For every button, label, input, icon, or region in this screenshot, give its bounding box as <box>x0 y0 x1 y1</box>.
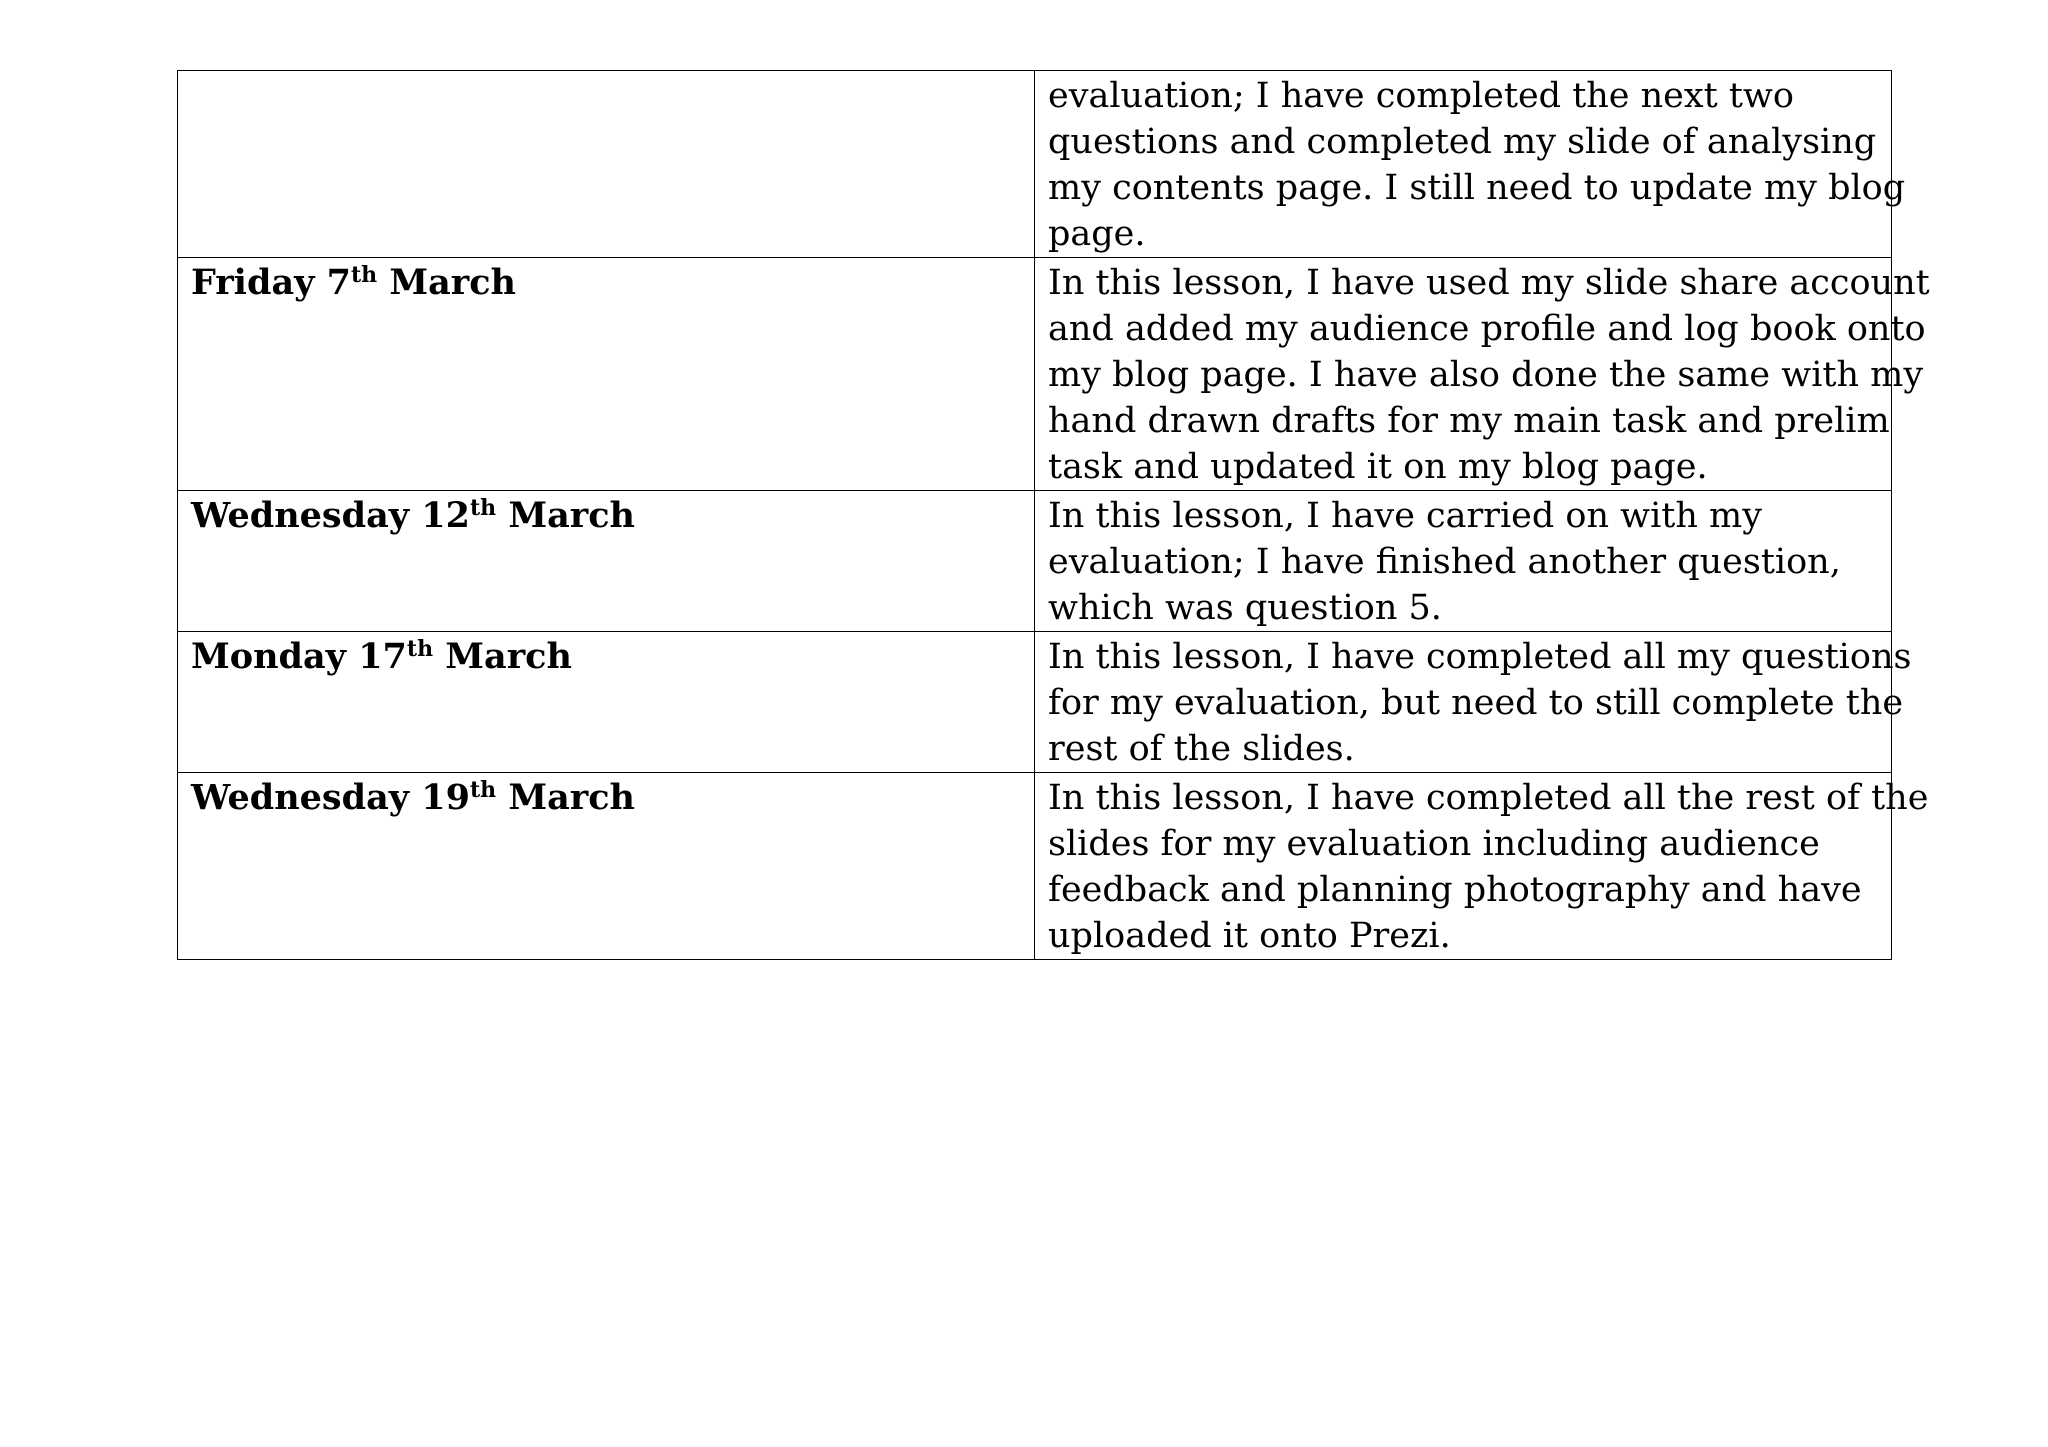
date-cell <box>178 491 1035 632</box>
description-cell <box>1035 71 1906 258</box>
description-cell <box>1035 773 1929 960</box>
description-line: for my evaluation, but need to still complete the <box>1048 683 1904 723</box>
description-line: In this lesson, I have used my slide share account <box>1048 263 1930 303</box>
lesson-log-table <box>177 70 1930 960</box>
date-cell <box>178 258 1035 491</box>
description-line: In this lesson, I have carried on with my <box>1048 496 1762 536</box>
description-cell <box>1035 491 1892 632</box>
date-day: Monday 17 <box>191 636 407 677</box>
description-line: my contents page. I still need to update my blog <box>1048 168 1906 208</box>
table-row <box>178 632 1892 773</box>
date-ordinal: th <box>470 777 497 803</box>
date-month: March <box>496 495 635 536</box>
description-line: slides for my evaluation including audience <box>1048 824 1820 864</box>
date-day: Wednesday 12 <box>191 495 470 536</box>
table-row <box>178 71 1892 258</box>
description-line: feedback and planning photography and have <box>1048 870 1862 910</box>
date-month: March <box>496 777 635 818</box>
description-cell <box>1035 258 1930 491</box>
date-cell <box>178 71 1035 258</box>
description-line: my blog page. I have also done the same with my <box>1048 355 1924 395</box>
date-ordinal: th <box>351 262 378 288</box>
description-line: uploaded it onto Prezi. <box>1048 916 1451 956</box>
table-row <box>178 773 1892 960</box>
date-month: March <box>377 262 516 303</box>
description-line: task and updated it on my blog page. <box>1048 447 1708 487</box>
description-line: questions and completed my slide of analysing <box>1048 122 1877 162</box>
date-ordinal: th <box>470 495 497 521</box>
date-cell <box>178 632 1035 773</box>
table-row <box>178 491 1892 632</box>
table-row <box>178 258 1892 491</box>
date-ordinal: th <box>406 636 434 662</box>
date-day: Wednesday 19 <box>191 777 470 818</box>
description-line: rest of the slides. <box>1048 729 1355 769</box>
description-line: page. <box>1048 214 1146 254</box>
description-cell <box>1035 632 1912 773</box>
description-line: evaluation; I have completed the next two <box>1048 76 1794 116</box>
date-cell <box>178 773 1035 960</box>
description-line: which was question 5. <box>1048 588 1442 628</box>
description-line: and added my audience profile and log book onto <box>1048 309 1926 349</box>
description-line: In this lesson, I have completed all my questions <box>1048 637 1912 677</box>
date-day: Friday 7 <box>191 262 351 303</box>
description-line: hand drawn drafts for my main task and prelim <box>1048 401 1890 441</box>
description-line: In this lesson, I have completed all the rest of the <box>1048 778 1929 818</box>
date-month: March <box>433 636 572 677</box>
description-line: evaluation; I have finished another question, <box>1048 542 1841 582</box>
